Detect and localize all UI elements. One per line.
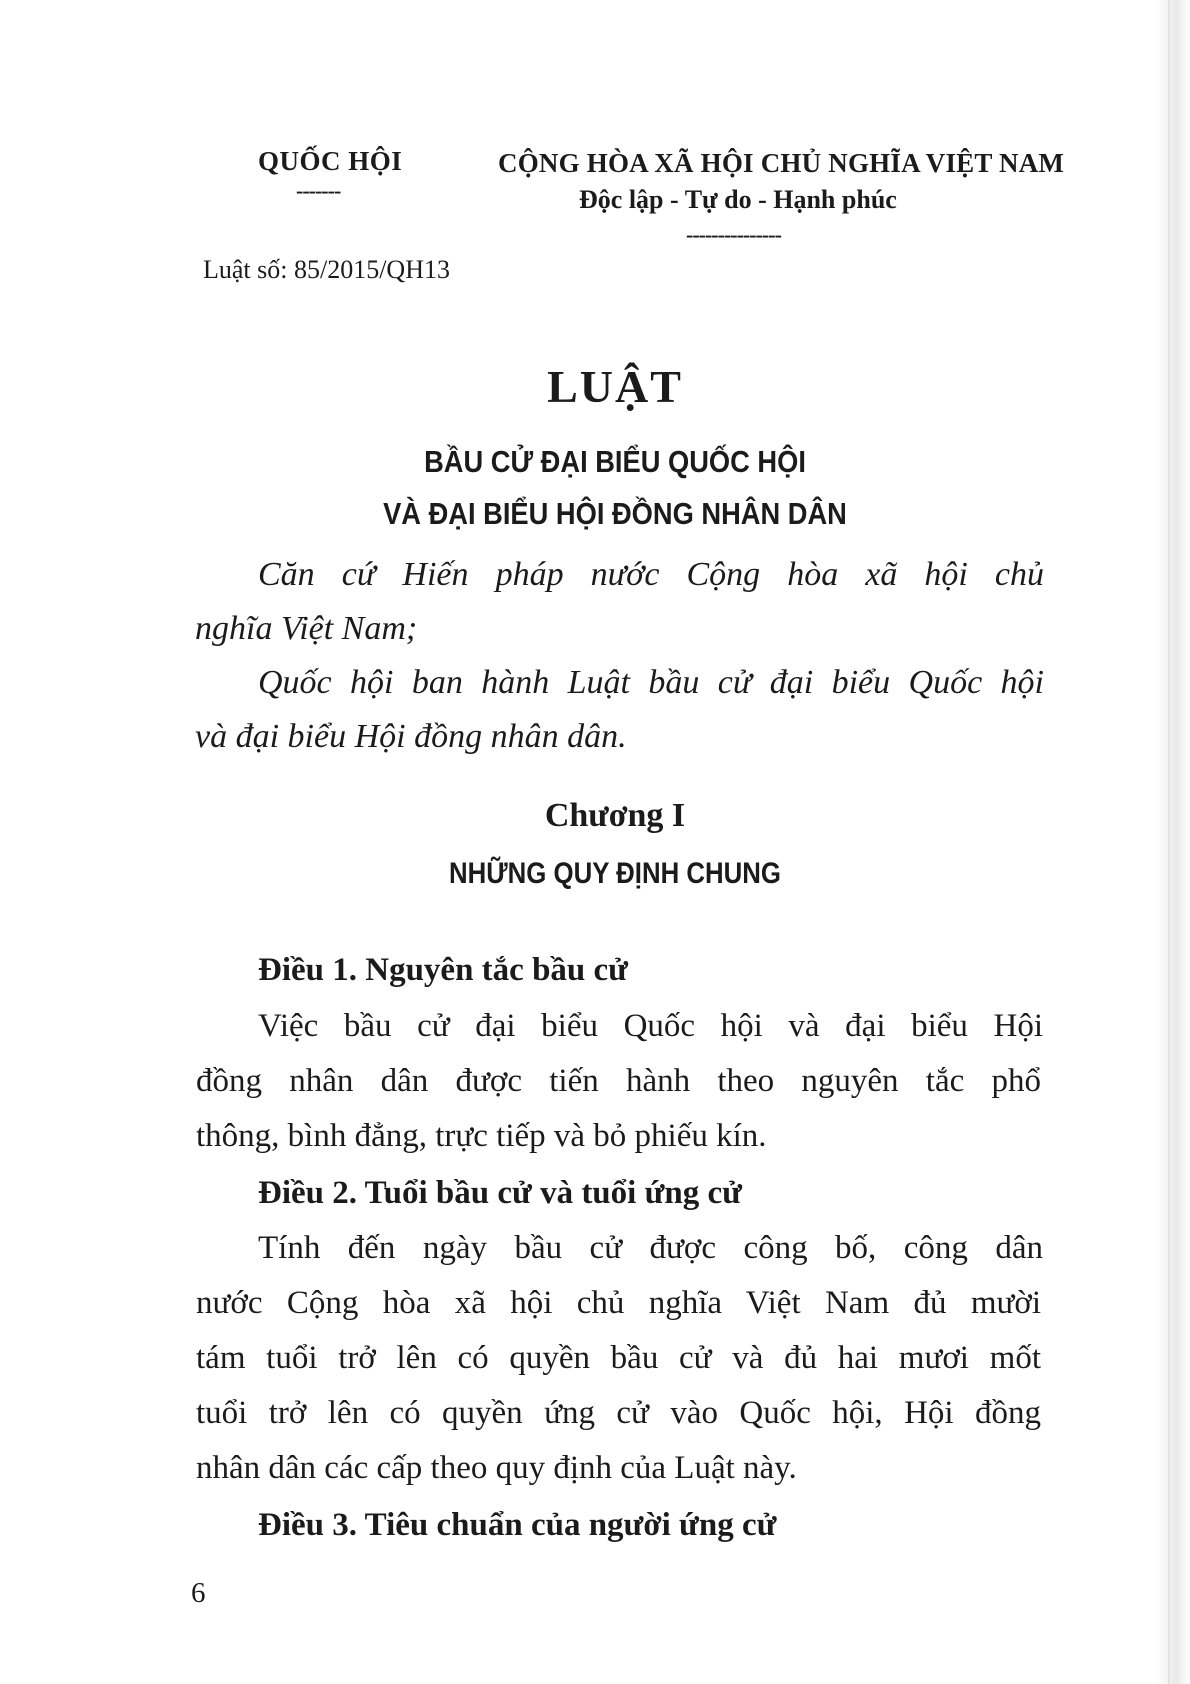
article-2-line: tám tuổi trở lên có quyền bầu cử và đủ hai mươi mốt: [196, 1340, 1041, 1376]
article-2-heading: Điều 2. Tuổi bầu cử và tuổi ứng cử: [258, 1175, 742, 1211]
article-2-line: Tính đến ngày bầu cử được công bố, công dân: [258, 1230, 1043, 1266]
preamble-line-2: nghĩa Việt Nam;: [195, 610, 418, 647]
chapter-number: Chương I: [544, 797, 686, 834]
page-number: 6: [191, 1577, 206, 1609]
chapter-name: NHỮNG QUY ĐỊNH CHUNG: [449, 857, 781, 890]
country-name: CỘNG HÒA XÃ HỘI CHỦ NGHĨA VIỆT NAM: [498, 148, 1065, 178]
issuer-name: QUỐC HỘI: [258, 146, 403, 176]
preamble-line-3: Quốc hội ban hành Luật bầu cử đại biểu Quốc hội: [258, 664, 1044, 701]
law-number: Luật số: 85/2015/QH13: [203, 255, 450, 284]
page-edge-shadow: [1156, 0, 1190, 1684]
article-1-heading: Điều 1. Nguyên tắc bầu cử: [258, 952, 628, 988]
document-subtitle-line-1: BẦU CỬ ĐẠI BIỂU QUỐC HỘI: [424, 444, 806, 479]
motto-rule: ---------------: [686, 222, 781, 247]
article-1-line: thông, bình đẳng, trực tiếp và bỏ phiếu kín.: [196, 1118, 767, 1154]
national-motto: Độc lập - Tự do - Hạnh phúc: [579, 185, 897, 214]
article-2-line: tuổi trở lên có quyền ứng cử vào Quốc hội, Hội đồng: [196, 1395, 1041, 1431]
page-edge-line: [1168, 0, 1170, 1684]
article-3-heading: Điều 3. Tiêu chuẩn của người ứng cử: [258, 1507, 777, 1543]
document-subtitle-line-2: VÀ ĐẠI BIỂU HỘI ĐỒNG NHÂN DÂN: [383, 496, 847, 531]
preamble-line-4: và đại biểu Hội đồng nhân dân.: [195, 718, 627, 755]
article-1-line: Việc bầu cử đại biểu Quốc hội và đại biểu Hội: [258, 1008, 1043, 1044]
document-title: LUẬT: [547, 361, 683, 412]
preamble-line-1: Căn cứ Hiến pháp nước Cộng hòa xã hội chủ: [258, 556, 1044, 593]
article-2-line: nước Cộng hòa xã hội chủ nghĩa Việt Nam đủ mười: [196, 1285, 1041, 1321]
issuer-rule: -------: [296, 178, 341, 203]
article-1-line: đồng nhân dân được tiến hành theo nguyên tắc phổ: [196, 1063, 1041, 1099]
article-2-line: nhân dân các cấp theo quy định của Luật này.: [196, 1450, 797, 1486]
